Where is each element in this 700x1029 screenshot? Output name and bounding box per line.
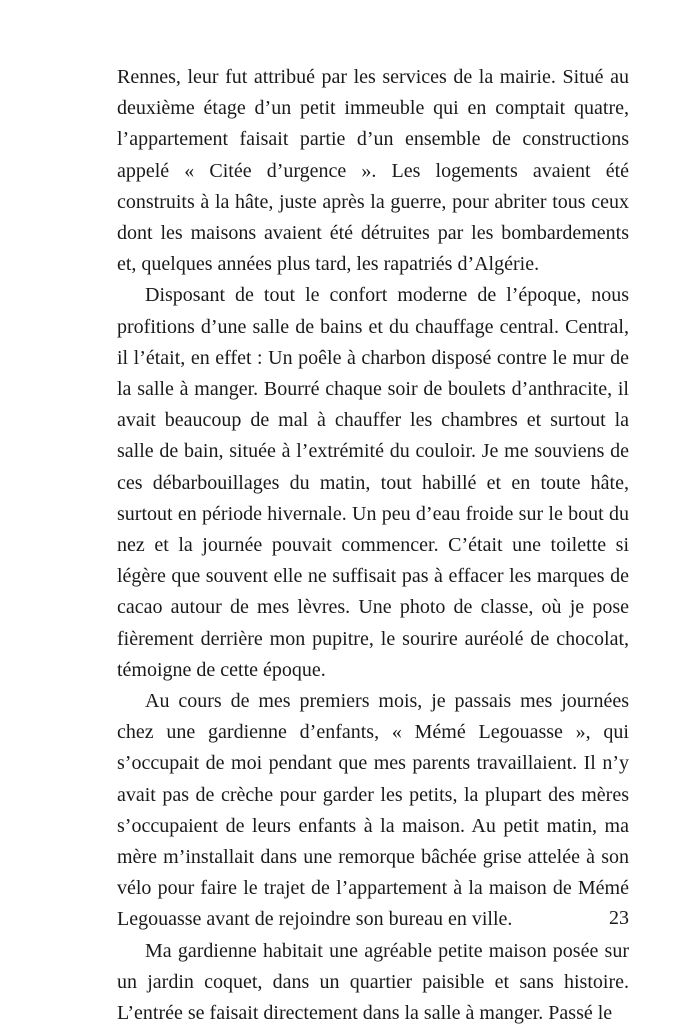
paragraph-2: Disposant de tout le confort moderne de l’époque, nous profitions d’une salle de bains et du chauffage central. Central, il l’était, en effet : Un poêle à charbon disposé contre le mur de la salle à manger. Bourré chaque soir de boulets d’anthracite, il avait beaucoup de mal à chauffer les chambres et surtout la salle de bain, située à l’extrémité du couloir. Je me souviens de ces débarbouillages du matin, tout habillé et en toute hâte, surtout en période hivernale. Un peu d’eau froide sur le bout du nez et la journée pouvait commencer. C’était une toilette si légère que souvent elle ne suffisait pas à effacer les marques de cacao autour de mes lèvres. Une photo de classe, où je pose fièrement derrière mon pupitre, le sourire auréolé de chocolat, témoigne de cette époque. <box>117 284 629 681</box>
body-text <box>117 62 629 1029</box>
paragraph-4: Ma gardienne habitait une agréable petite maison posée sur un jardin coquet, dans un quartier paisible et sans histoire. L’entrée se faisait directement dans la salle à manger. Passé le <box>117 939 629 1025</box>
paragraph-3: Au cours de mes premiers mois, je passais mes journées chez une gardienne d’enfants, « Mémé Legouasse », qui s’occupait de moi pendant que mes parents travaillaient. Il n’y avait pas de crèche pour garder les petits, la plupart des mères s’occupaient de leurs enfants à la maison. Au petit matin, ma mère m’installait dans une remorque bâchée grise attelée à son vélo pour faire le trajet de l’appartement à la maison de Mémé Legouasse avant de rejoindre son bureau en ville. <box>117 690 629 931</box>
page-number: 23 <box>609 907 629 929</box>
paragraph-1: Rennes, leur fut attribué par les services de la mairie. Situé au deuxième étage d’un petit immeuble qui en comptait quatre, l’appartement faisait partie d’un ensemble de constructions appelé « Citée d’urgence ». Les logements avaient été construits à la hâte, juste après la guerre, pour abriter tous ceux dont les maisons avaient été détruites par les bombardements et, quelques années plus tard, les rapatriés d’Algérie. <box>117 66 629 276</box>
